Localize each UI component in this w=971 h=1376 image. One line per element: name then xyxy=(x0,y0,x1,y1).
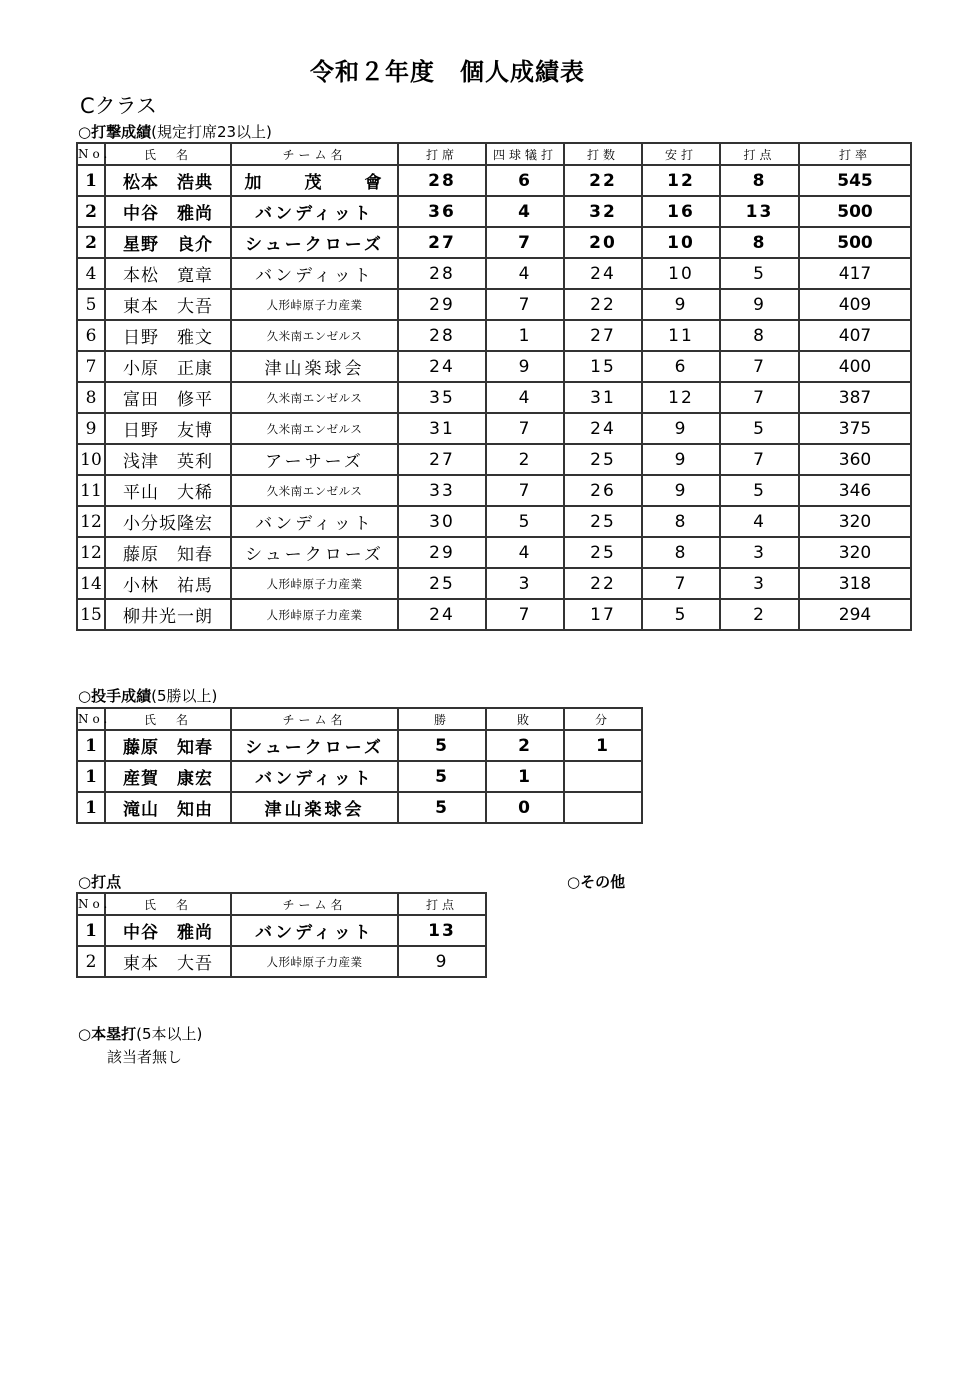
batting-average-cell: 545 xyxy=(799,165,911,196)
walks-sacrifices-cell: 2 xyxy=(486,444,564,475)
player-name-cell: 星野 良介 xyxy=(105,227,231,258)
batting-col-header: 氏 名 xyxy=(105,143,231,165)
team-name-cell: アーサーズ xyxy=(231,444,398,475)
rbi-cell: 3 xyxy=(720,568,799,599)
pitching-heading xyxy=(78,685,217,706)
plate-appearances-cell: 27 xyxy=(398,444,486,475)
plate-appearances-cell: 25 xyxy=(398,568,486,599)
batting-average-cell: 407 xyxy=(799,320,911,351)
hits-cell: 8 xyxy=(642,537,720,568)
plate-appearances-cell: 29 xyxy=(398,537,486,568)
batting-col-header: 打率 xyxy=(799,143,911,165)
draws-cell: 1 xyxy=(564,730,642,761)
team-name-cell: 久米南エンゼルス xyxy=(231,475,398,506)
at-bats-cell: 15 xyxy=(564,351,642,382)
rbi-cell: 3 xyxy=(720,537,799,568)
team-name-cell: バンディット xyxy=(231,196,398,227)
page-title: 令和２年度 個人成績表 xyxy=(310,58,585,86)
walks-sacrifices-cell: 7 xyxy=(486,599,564,630)
table-row xyxy=(77,475,911,506)
batting-average-cell: 318 xyxy=(799,568,911,599)
at-bats-cell: 22 xyxy=(564,568,642,599)
plate-appearances-cell: 35 xyxy=(398,382,486,413)
walks-sacrifices-cell: 4 xyxy=(486,258,564,289)
pitching-col-header: 分 xyxy=(564,708,642,730)
table-row xyxy=(77,506,911,537)
team-name-cell: 津山楽球会 xyxy=(231,792,398,823)
rank-cell: 1 xyxy=(77,761,105,792)
rank-cell: 2 xyxy=(77,196,105,227)
batting-average-cell: 387 xyxy=(799,382,911,413)
losses-cell: 0 xyxy=(486,792,564,823)
walks-sacrifices-cell: 5 xyxy=(486,506,564,537)
at-bats-cell: 25 xyxy=(564,444,642,475)
rank-cell: 2 xyxy=(77,946,105,977)
wins-cell: 5 xyxy=(398,761,486,792)
walks-sacrifices-cell: 7 xyxy=(486,289,564,320)
rbi-cell: 13 xyxy=(720,196,799,227)
walks-sacrifices-cell: 4 xyxy=(486,382,564,413)
pitching-heading-label: ○投手成績 xyxy=(78,687,152,705)
team-name-cell: 加 茂 會 xyxy=(231,165,398,196)
rbi-cell: 13 xyxy=(398,915,486,946)
hits-cell: 6 xyxy=(642,351,720,382)
batting-average-cell: 320 xyxy=(799,537,911,568)
rank-cell: 6 xyxy=(77,320,105,351)
rbi-cell: 5 xyxy=(720,475,799,506)
player-name-cell: 滝山 知由 xyxy=(105,792,231,823)
team-name-cell: 久米南エンゼルス xyxy=(231,320,398,351)
batting-col-header: 打席 xyxy=(398,143,486,165)
batting-average-cell: 500 xyxy=(799,196,911,227)
plate-appearances-cell: 27 xyxy=(398,227,486,258)
plate-appearances-cell: 30 xyxy=(398,506,486,537)
table-row xyxy=(77,730,642,761)
hits-cell: 10 xyxy=(642,258,720,289)
table-row xyxy=(77,761,642,792)
rank-cell: 7 xyxy=(77,351,105,382)
batting-average-cell: 417 xyxy=(799,258,911,289)
batting-col-header: 打数 xyxy=(564,143,642,165)
rbi-cell: 2 xyxy=(720,599,799,630)
player-name-cell: 産賀 康宏 xyxy=(105,761,231,792)
rbi-col-header: No. xyxy=(77,893,105,915)
team-name-cell: 久米南エンゼルス xyxy=(231,382,398,413)
hits-cell: 9 xyxy=(642,289,720,320)
plate-appearances-cell: 29 xyxy=(398,289,486,320)
at-bats-cell: 22 xyxy=(564,289,642,320)
player-name-cell: 日野 友博 xyxy=(105,413,231,444)
walks-sacrifices-cell: 7 xyxy=(486,227,564,258)
rank-cell: 2 xyxy=(77,227,105,258)
player-name-cell: 小原 正康 xyxy=(105,351,231,382)
team-name-cell: 人形峠原子力産業 xyxy=(231,289,398,320)
table-row xyxy=(77,351,911,382)
pitching-header-row xyxy=(77,708,642,730)
team-name-cell: 人形峠原子力産業 xyxy=(231,599,398,630)
table-row xyxy=(77,165,911,196)
batting-col-header: 安打 xyxy=(642,143,720,165)
pitching-heading-note: (5勝以上) xyxy=(151,687,218,705)
batting-average-cell: 320 xyxy=(799,506,911,537)
player-name-cell: 松本 浩典 xyxy=(105,165,231,196)
hits-cell: 9 xyxy=(642,444,720,475)
table-row xyxy=(77,537,911,568)
plate-appearances-cell: 24 xyxy=(398,599,486,630)
player-name-cell: 東本 大吾 xyxy=(105,946,231,977)
hits-cell: 9 xyxy=(642,475,720,506)
batting-header-row xyxy=(77,143,911,165)
table-row xyxy=(77,599,911,630)
homerun-note: 該当者無し xyxy=(107,1048,183,1066)
table-row xyxy=(77,196,911,227)
player-name-cell: 小林 祐馬 xyxy=(105,568,231,599)
rbi-cell: 8 xyxy=(720,320,799,351)
hits-cell: 16 xyxy=(642,196,720,227)
table-row xyxy=(77,289,911,320)
pitching-col-header: 氏 名 xyxy=(105,708,231,730)
plate-appearances-cell: 28 xyxy=(398,165,486,196)
hits-cell: 12 xyxy=(642,382,720,413)
rbi-cell: 9 xyxy=(720,289,799,320)
plate-appearances-cell: 33 xyxy=(398,475,486,506)
rank-cell: 12 xyxy=(77,537,105,568)
player-name-cell: 富田 修平 xyxy=(105,382,231,413)
plate-appearances-cell: 28 xyxy=(398,258,486,289)
table-row xyxy=(77,320,911,351)
walks-sacrifices-cell: 3 xyxy=(486,568,564,599)
player-name-cell: 小分坂隆宏 xyxy=(105,506,231,537)
plate-appearances-cell: 28 xyxy=(398,320,486,351)
rbi-header-row xyxy=(77,893,486,915)
player-name-cell: 東本 大吾 xyxy=(105,289,231,320)
table-row xyxy=(77,915,486,946)
at-bats-cell: 24 xyxy=(564,258,642,289)
batting-heading-label: ○打撃成績 xyxy=(78,123,152,141)
rank-cell: 14 xyxy=(77,568,105,599)
table-row xyxy=(77,444,911,475)
walks-sacrifices-cell: 4 xyxy=(486,537,564,568)
team-name-cell: バンディット xyxy=(231,915,398,946)
hits-cell: 5 xyxy=(642,599,720,630)
rank-cell: 11 xyxy=(77,475,105,506)
team-name-cell: バンディット xyxy=(231,761,398,792)
player-name-cell: 柳井光一朗 xyxy=(105,599,231,630)
player-name-cell: 浅津 英利 xyxy=(105,444,231,475)
homerun-heading-note: (5本以上) xyxy=(136,1025,203,1043)
player-name-cell: 藤原 知春 xyxy=(105,537,231,568)
homerun-heading-label: ○本塁打 xyxy=(78,1025,137,1043)
rbi-cell: 8 xyxy=(720,165,799,196)
rank-cell: 9 xyxy=(77,413,105,444)
rank-cell: 1 xyxy=(77,915,105,946)
at-bats-cell: 31 xyxy=(564,382,642,413)
rbi-cell: 7 xyxy=(720,444,799,475)
table-row xyxy=(77,568,911,599)
batting-average-cell: 360 xyxy=(799,444,911,475)
rbi-col-header: チーム名 xyxy=(231,893,398,915)
batting-average-cell: 375 xyxy=(799,413,911,444)
team-name-cell: シュークローズ xyxy=(231,537,398,568)
player-name-cell: 中谷 雅尚 xyxy=(105,196,231,227)
at-bats-cell: 32 xyxy=(564,196,642,227)
team-name-cell: バンディット xyxy=(231,506,398,537)
player-name-cell: 平山 大稀 xyxy=(105,475,231,506)
batting-heading xyxy=(78,121,272,142)
draws-cell xyxy=(564,792,642,823)
at-bats-cell: 24 xyxy=(564,413,642,444)
table-row xyxy=(77,382,911,413)
hits-cell: 12 xyxy=(642,165,720,196)
batting-average-cell: 500 xyxy=(799,227,911,258)
table-row xyxy=(77,258,911,289)
walks-sacrifices-cell: 6 xyxy=(486,165,564,196)
table-row xyxy=(77,227,911,258)
walks-sacrifices-cell: 4 xyxy=(486,196,564,227)
batting-col-header: チーム名 xyxy=(231,143,398,165)
walks-sacrifices-cell: 7 xyxy=(486,475,564,506)
rank-cell: 4 xyxy=(77,258,105,289)
player-name-cell: 藤原 知春 xyxy=(105,730,231,761)
rank-cell: 1 xyxy=(77,792,105,823)
rbi-col-header: 打点 xyxy=(398,893,486,915)
pitching-col-header: 勝 xyxy=(398,708,486,730)
plate-appearances-cell: 31 xyxy=(398,413,486,444)
team-name-cell: 人形峠原子力産業 xyxy=(231,946,398,977)
team-name-cell: 津山楽球会 xyxy=(231,351,398,382)
rbi-col-header: 氏 名 xyxy=(105,893,231,915)
rank-cell: 1 xyxy=(77,165,105,196)
losses-cell: 1 xyxy=(486,761,564,792)
homerun-heading xyxy=(78,1023,202,1044)
batting-col-header: 四球犠打 xyxy=(486,143,564,165)
team-name-cell: 久米南エンゼルス xyxy=(231,413,398,444)
rbi-heading: ○打点 xyxy=(78,873,122,891)
at-bats-cell: 26 xyxy=(564,475,642,506)
rank-cell: 5 xyxy=(77,289,105,320)
draws-cell xyxy=(564,761,642,792)
at-bats-cell: 25 xyxy=(564,537,642,568)
plate-appearances-cell: 24 xyxy=(398,351,486,382)
table-row xyxy=(77,792,642,823)
player-name-cell: 本松 寛章 xyxy=(105,258,231,289)
at-bats-cell: 25 xyxy=(564,506,642,537)
team-name-cell: シュークローズ xyxy=(231,227,398,258)
rbi-table xyxy=(76,892,487,978)
rbi-cell: 4 xyxy=(720,506,799,537)
wins-cell: 5 xyxy=(398,792,486,823)
table-row xyxy=(77,946,486,977)
batting-average-cell: 294 xyxy=(799,599,911,630)
rank-cell: 15 xyxy=(77,599,105,630)
hits-cell: 11 xyxy=(642,320,720,351)
rank-cell: 8 xyxy=(77,382,105,413)
rbi-cell: 7 xyxy=(720,351,799,382)
batting-average-cell: 346 xyxy=(799,475,911,506)
hits-cell: 8 xyxy=(642,506,720,537)
walks-sacrifices-cell: 1 xyxy=(486,320,564,351)
rbi-cell: 8 xyxy=(720,227,799,258)
at-bats-cell: 20 xyxy=(564,227,642,258)
batting-col-header: 打点 xyxy=(720,143,799,165)
class-name: Cクラス xyxy=(80,94,158,118)
at-bats-cell: 17 xyxy=(564,599,642,630)
batting-average-cell: 409 xyxy=(799,289,911,320)
plate-appearances-cell: 36 xyxy=(398,196,486,227)
batting-average-cell: 400 xyxy=(799,351,911,382)
wins-cell: 5 xyxy=(398,730,486,761)
walks-sacrifices-cell: 7 xyxy=(486,413,564,444)
at-bats-cell: 22 xyxy=(564,165,642,196)
at-bats-cell: 27 xyxy=(564,320,642,351)
rbi-cell: 7 xyxy=(720,382,799,413)
rbi-cell: 5 xyxy=(720,413,799,444)
hits-cell: 10 xyxy=(642,227,720,258)
losses-cell: 2 xyxy=(486,730,564,761)
rbi-cell: 5 xyxy=(720,258,799,289)
other-heading: ○その他 xyxy=(567,873,626,891)
walks-sacrifices-cell: 9 xyxy=(486,351,564,382)
batting-table xyxy=(76,142,912,631)
pitching-col-header: No. xyxy=(77,708,105,730)
team-name-cell: バンディット xyxy=(231,258,398,289)
batting-col-header: No. xyxy=(77,143,105,165)
rank-cell: 12 xyxy=(77,506,105,537)
hits-cell: 9 xyxy=(642,413,720,444)
pitching-table xyxy=(76,707,643,824)
rank-cell: 10 xyxy=(77,444,105,475)
rbi-cell: 9 xyxy=(398,946,486,977)
batting-heading-note: (規定打席23以上) xyxy=(151,123,272,141)
rank-cell: 1 xyxy=(77,730,105,761)
pitching-col-header: チーム名 xyxy=(231,708,398,730)
hits-cell: 7 xyxy=(642,568,720,599)
team-name-cell: 人形峠原子力産業 xyxy=(231,568,398,599)
pitching-col-header: 敗 xyxy=(486,708,564,730)
player-name-cell: 日野 雅文 xyxy=(105,320,231,351)
team-name-cell: シュークローズ xyxy=(231,730,398,761)
player-name-cell: 中谷 雅尚 xyxy=(105,915,231,946)
table-row xyxy=(77,413,911,444)
